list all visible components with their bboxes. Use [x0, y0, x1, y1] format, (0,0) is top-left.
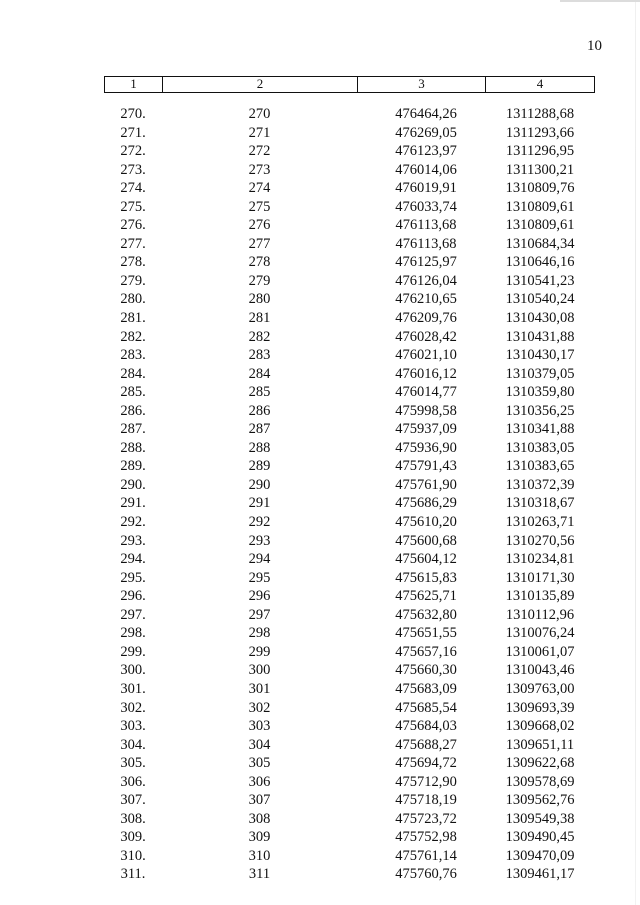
row-number-cell: 284.: [120, 365, 146, 382]
coordinate-x-cell: 475600,68: [395, 532, 457, 549]
coordinate-x-cell: 475998,58: [395, 402, 457, 419]
point-number-cell: 271: [248, 124, 271, 141]
table-row: [104, 661, 595, 680]
coordinate-y-cell: 1310684,34: [505, 235, 575, 252]
coordinate-y-cell: 1309622,68: [505, 755, 575, 772]
table-row: [104, 791, 595, 810]
table-row: [104, 290, 595, 309]
coordinate-x-cell: 476028,42: [395, 328, 457, 345]
row-number-cell: 306.: [120, 773, 146, 790]
coordinate-y-cell: 1310383,65: [505, 458, 575, 475]
table-row: [104, 105, 595, 124]
coordinate-x-cell: 475936,90: [395, 439, 457, 456]
coordinate-x-cell: 475625,71: [395, 588, 457, 605]
table-row: [104, 569, 595, 588]
header-col-2: 2: [163, 77, 358, 92]
coordinate-x-cell: 475937,09: [395, 421, 457, 438]
point-number-cell: 282: [248, 328, 271, 345]
point-number-cell: 270: [248, 106, 271, 122]
coordinate-x-cell: 476113,68: [395, 217, 457, 234]
coordinate-x-cell: 475657,16: [395, 643, 457, 660]
table-row: [104, 847, 595, 866]
coordinate-y-cell: 1309470,09: [505, 847, 575, 864]
row-number-cell: 270.: [120, 106, 146, 122]
coordinate-y-cell: 1310379,05: [505, 365, 575, 382]
table-row: [104, 773, 595, 792]
table-row: [104, 309, 595, 328]
point-number-cell: 276: [248, 217, 271, 234]
table-row: [104, 810, 595, 829]
table-row: [104, 865, 595, 884]
coordinate-y-cell: 1310809,61: [505, 217, 575, 234]
coordinate-x-cell: 476210,65: [395, 291, 457, 308]
coordinate-y-cell: 1310359,80: [505, 384, 575, 401]
table-row: [104, 179, 595, 198]
coordinate-x-cell: 475718,19: [395, 792, 457, 809]
row-number-cell: 300.: [120, 662, 146, 679]
point-number-cell: 295: [248, 569, 271, 586]
coordinate-x-cell: 475651,55: [395, 625, 457, 642]
point-number-cell: 277: [248, 235, 271, 252]
row-number-cell: 291.: [120, 495, 146, 512]
coordinate-x-cell: 476014,77: [395, 384, 457, 401]
point-number-cell: 300: [248, 662, 271, 679]
coordinate-x-cell: 475688,27: [395, 736, 457, 753]
point-number-cell: 284: [248, 365, 271, 382]
table-row: [104, 198, 595, 217]
coordinate-y-cell: 1311300,21: [505, 161, 575, 178]
row-number-cell: 294.: [120, 551, 146, 568]
point-number-cell: 290: [248, 476, 271, 493]
header-col-4: 4: [536, 76, 544, 91]
coordinate-y-cell: 1309490,45: [505, 829, 575, 846]
coordinate-y-cell: 1310112,96: [505, 606, 575, 623]
row-number-cell: 288.: [120, 439, 146, 456]
point-number-cell: 283: [248, 347, 271, 364]
point-number-cell: 294: [248, 551, 271, 568]
coordinate-y-cell: 1310270,56: [505, 532, 575, 549]
coordinate-x-cell: 475761,14: [395, 847, 457, 864]
coordinate-y-cell: 1311288,68: [505, 106, 575, 122]
point-number-cell: 279: [248, 272, 271, 289]
row-number-cell: 309.: [120, 829, 146, 846]
table-row: [104, 606, 595, 625]
coordinate-y-cell: 1310430,08: [505, 310, 575, 327]
table-row: [104, 365, 595, 384]
point-number-cell: 273: [248, 161, 271, 178]
row-number-cell: 297.: [120, 606, 146, 623]
coordinate-y-cell: 1310234,81: [505, 551, 575, 568]
table-row: [104, 717, 595, 736]
row-number-cell: 277.: [120, 235, 146, 252]
table-header: [104, 76, 595, 93]
scan-edge-line: [635, 0, 636, 905]
row-number-cell: 275.: [120, 198, 146, 215]
table-row: [104, 328, 595, 347]
point-number-cell: 302: [248, 699, 271, 716]
coordinate-y-cell: 1310263,71: [505, 514, 575, 531]
row-number-cell: 285.: [120, 384, 146, 401]
coordinate-x-cell: 475723,72: [395, 810, 457, 827]
row-number-cell: 293.: [120, 532, 146, 549]
point-number-cell: 293: [248, 532, 271, 549]
row-number-cell: 271.: [120, 124, 146, 141]
table-row: [104, 643, 595, 662]
coordinate-y-cell: 1310356,25: [505, 402, 575, 419]
point-number-cell: 304: [248, 736, 271, 753]
coordinate-x-cell: 476014,06: [395, 161, 457, 178]
row-number-cell: 305.: [120, 755, 146, 772]
row-number-cell: 301.: [120, 680, 146, 697]
coordinate-x-cell: 475684,03: [395, 718, 457, 735]
row-number-cell: 287.: [120, 421, 146, 438]
point-number-cell: 285: [248, 384, 271, 401]
row-number-cell: 272.: [120, 143, 146, 160]
coordinate-x-cell: 475683,09: [395, 680, 457, 697]
row-number-cell: 310.: [120, 847, 146, 864]
coordinate-y-cell: 1310540,24: [505, 291, 575, 308]
coordinate-x-cell: 475610,20: [395, 514, 457, 531]
table-row: [104, 420, 595, 439]
table-row: [104, 494, 595, 513]
page-number: 10: [587, 38, 602, 54]
row-number-cell: 295.: [120, 569, 146, 586]
row-number-cell: 296.: [120, 588, 146, 605]
row-number-cell: 282.: [120, 328, 146, 345]
row-number-cell: 289.: [120, 458, 146, 475]
table-row: [104, 383, 595, 402]
coordinate-y-cell: 1309668,02: [505, 718, 575, 735]
point-number-cell: 288: [248, 439, 271, 456]
row-number-cell: 274.: [120, 180, 146, 197]
point-number-cell: 306: [248, 773, 271, 790]
table-row: [104, 124, 595, 143]
row-number-cell: 273.: [120, 161, 146, 178]
point-number-cell: 275: [248, 198, 271, 215]
point-number-cell: 296: [248, 588, 271, 605]
table-row: [104, 550, 595, 569]
coordinate-x-cell: 475761,90: [395, 476, 457, 493]
table-row: [104, 680, 595, 699]
coordinate-x-cell: 476021,10: [395, 347, 457, 364]
point-number-cell: 297: [248, 606, 271, 623]
coordinate-x-cell: 475791,43: [395, 458, 457, 475]
coordinate-x-cell: 475686,29: [395, 495, 457, 512]
coordinate-y-cell: 1310809,76: [505, 180, 575, 197]
coordinate-x-cell: 476464,26: [395, 106, 457, 122]
row-number-cell: 308.: [120, 810, 146, 827]
point-number-cell: 278: [248, 254, 271, 271]
point-number-cell: 299: [248, 643, 271, 660]
point-number-cell: 291: [248, 495, 271, 512]
point-number-cell: 311: [248, 866, 271, 883]
point-number-cell: 280: [248, 291, 271, 308]
coordinate-y-cell: 1310809,61: [505, 198, 575, 215]
coordinate-x-cell: 475760,76: [395, 866, 457, 883]
point-number-cell: 309: [248, 829, 271, 846]
coordinate-y-cell: 1309562,76: [505, 792, 575, 809]
coordinate-y-cell: 1310383,05: [505, 439, 575, 456]
coordinate-y-cell: 1310318,67: [505, 495, 575, 512]
coordinate-y-cell: 1310043,46: [505, 662, 575, 679]
table-row: [104, 402, 595, 421]
table-row: [104, 532, 595, 551]
coordinate-x-cell: 475604,12: [395, 551, 457, 568]
coordinate-x-cell: 475660,30: [395, 662, 457, 679]
coordinate-y-cell: 1310341,88: [505, 421, 575, 438]
point-number-cell: 298: [248, 625, 271, 642]
coordinate-x-cell: 475632,80: [395, 606, 457, 623]
table-row: [104, 754, 595, 773]
row-number-cell: 279.: [120, 272, 146, 289]
coordinate-x-cell: 476033,74: [395, 198, 457, 215]
row-number-cell: 302.: [120, 699, 146, 716]
point-number-cell: 272: [248, 143, 271, 160]
coordinate-y-cell: 1310372,39: [505, 476, 575, 493]
coordinate-x-cell: 476113,68: [395, 235, 457, 252]
table-row: [104, 513, 595, 532]
table-row: [104, 216, 595, 235]
table-row: [104, 624, 595, 643]
table-row: [104, 828, 595, 847]
table-row: [104, 142, 595, 161]
point-number-cell: 307: [248, 792, 271, 809]
coordinate-x-cell: 475685,54: [395, 699, 457, 716]
table-row: [104, 235, 595, 254]
point-number-cell: 274: [248, 180, 271, 197]
point-number-cell: 289: [248, 458, 271, 475]
table-row: [104, 587, 595, 606]
row-number-cell: 292.: [120, 514, 146, 531]
point-number-cell: 281: [248, 310, 271, 327]
point-number-cell: 292: [248, 514, 271, 531]
table-row: [104, 161, 595, 180]
coordinate-y-cell: 1310061,07: [505, 643, 575, 660]
point-number-cell: 286: [248, 402, 271, 419]
row-number-cell: 276.: [120, 217, 146, 234]
coordinate-table-body: [104, 105, 595, 884]
coordinate-x-cell: 476019,91: [395, 180, 457, 197]
coordinate-x-cell: 475752,98: [395, 829, 457, 846]
point-number-cell: 301: [248, 680, 271, 697]
row-number-cell: 303.: [120, 718, 146, 735]
row-number-cell: 307.: [120, 792, 146, 809]
coordinate-y-cell: 1309651,11: [505, 736, 575, 753]
coordinate-y-cell: 1310076,24: [505, 625, 575, 642]
header-col-1: 1: [105, 77, 163, 92]
coordinate-y-cell: 1309549,38: [505, 810, 575, 827]
row-number-cell: 290.: [120, 476, 146, 493]
coordinate-y-cell: 1310431,88: [505, 328, 575, 345]
row-number-cell: 280.: [120, 291, 146, 308]
point-number-cell: 303: [248, 718, 271, 735]
row-number-cell: 278.: [120, 254, 146, 271]
coordinate-y-cell: 1309693,39: [505, 699, 575, 716]
coordinate-x-cell: 475615,83: [395, 569, 457, 586]
table-row: [104, 699, 595, 718]
table-row: [104, 476, 595, 495]
table-row: [104, 346, 595, 365]
coordinate-x-cell: 475712,90: [395, 773, 457, 790]
coordinate-x-cell: 476123,97: [395, 143, 457, 160]
coordinate-x-cell: 476126,04: [395, 272, 457, 289]
coordinate-x-cell: 476016,12: [395, 365, 457, 382]
coordinate-y-cell: 1309461,17: [505, 866, 575, 883]
table-row: [104, 253, 595, 272]
coordinate-x-cell: 475694,72: [395, 755, 457, 772]
coordinate-x-cell: 476269,05: [395, 124, 457, 141]
coordinate-y-cell: 1311293,66: [505, 124, 575, 141]
table-row: [104, 736, 595, 755]
coordinate-y-cell: 1309763,00: [505, 680, 575, 697]
coordinate-y-cell: 1310171,30: [505, 569, 575, 586]
row-number-cell: 311.: [120, 866, 146, 883]
table-row: [104, 439, 595, 458]
coordinate-x-cell: 476125,97: [395, 254, 457, 271]
row-number-cell: 299.: [120, 643, 146, 660]
table-row: [104, 457, 595, 476]
coordinate-y-cell: 1310135,89: [505, 588, 575, 605]
row-number-cell: 286.: [120, 402, 146, 419]
header-col-3: 3: [358, 77, 486, 92]
scan-edge-top: [560, 0, 640, 2]
point-number-cell: 287: [248, 421, 271, 438]
coordinate-y-cell: 1310646,16: [505, 254, 575, 271]
row-number-cell: 298.: [120, 625, 146, 642]
coordinate-y-cell: 1309578,69: [505, 773, 575, 790]
coordinate-y-cell: 1311296,95: [505, 143, 575, 160]
table-row: [104, 272, 595, 291]
row-number-cell: 304.: [120, 736, 146, 753]
coordinate-x-cell: 476209,76: [395, 310, 457, 327]
coordinate-y-cell: 1310430,17: [505, 347, 575, 364]
row-number-cell: 283.: [120, 347, 146, 364]
row-number-cell: 281.: [120, 310, 146, 327]
point-number-cell: 305: [248, 755, 271, 772]
point-number-cell: 308: [248, 810, 271, 827]
point-number-cell: 310: [248, 847, 271, 864]
coordinate-y-cell: 1310541,23: [505, 272, 575, 289]
